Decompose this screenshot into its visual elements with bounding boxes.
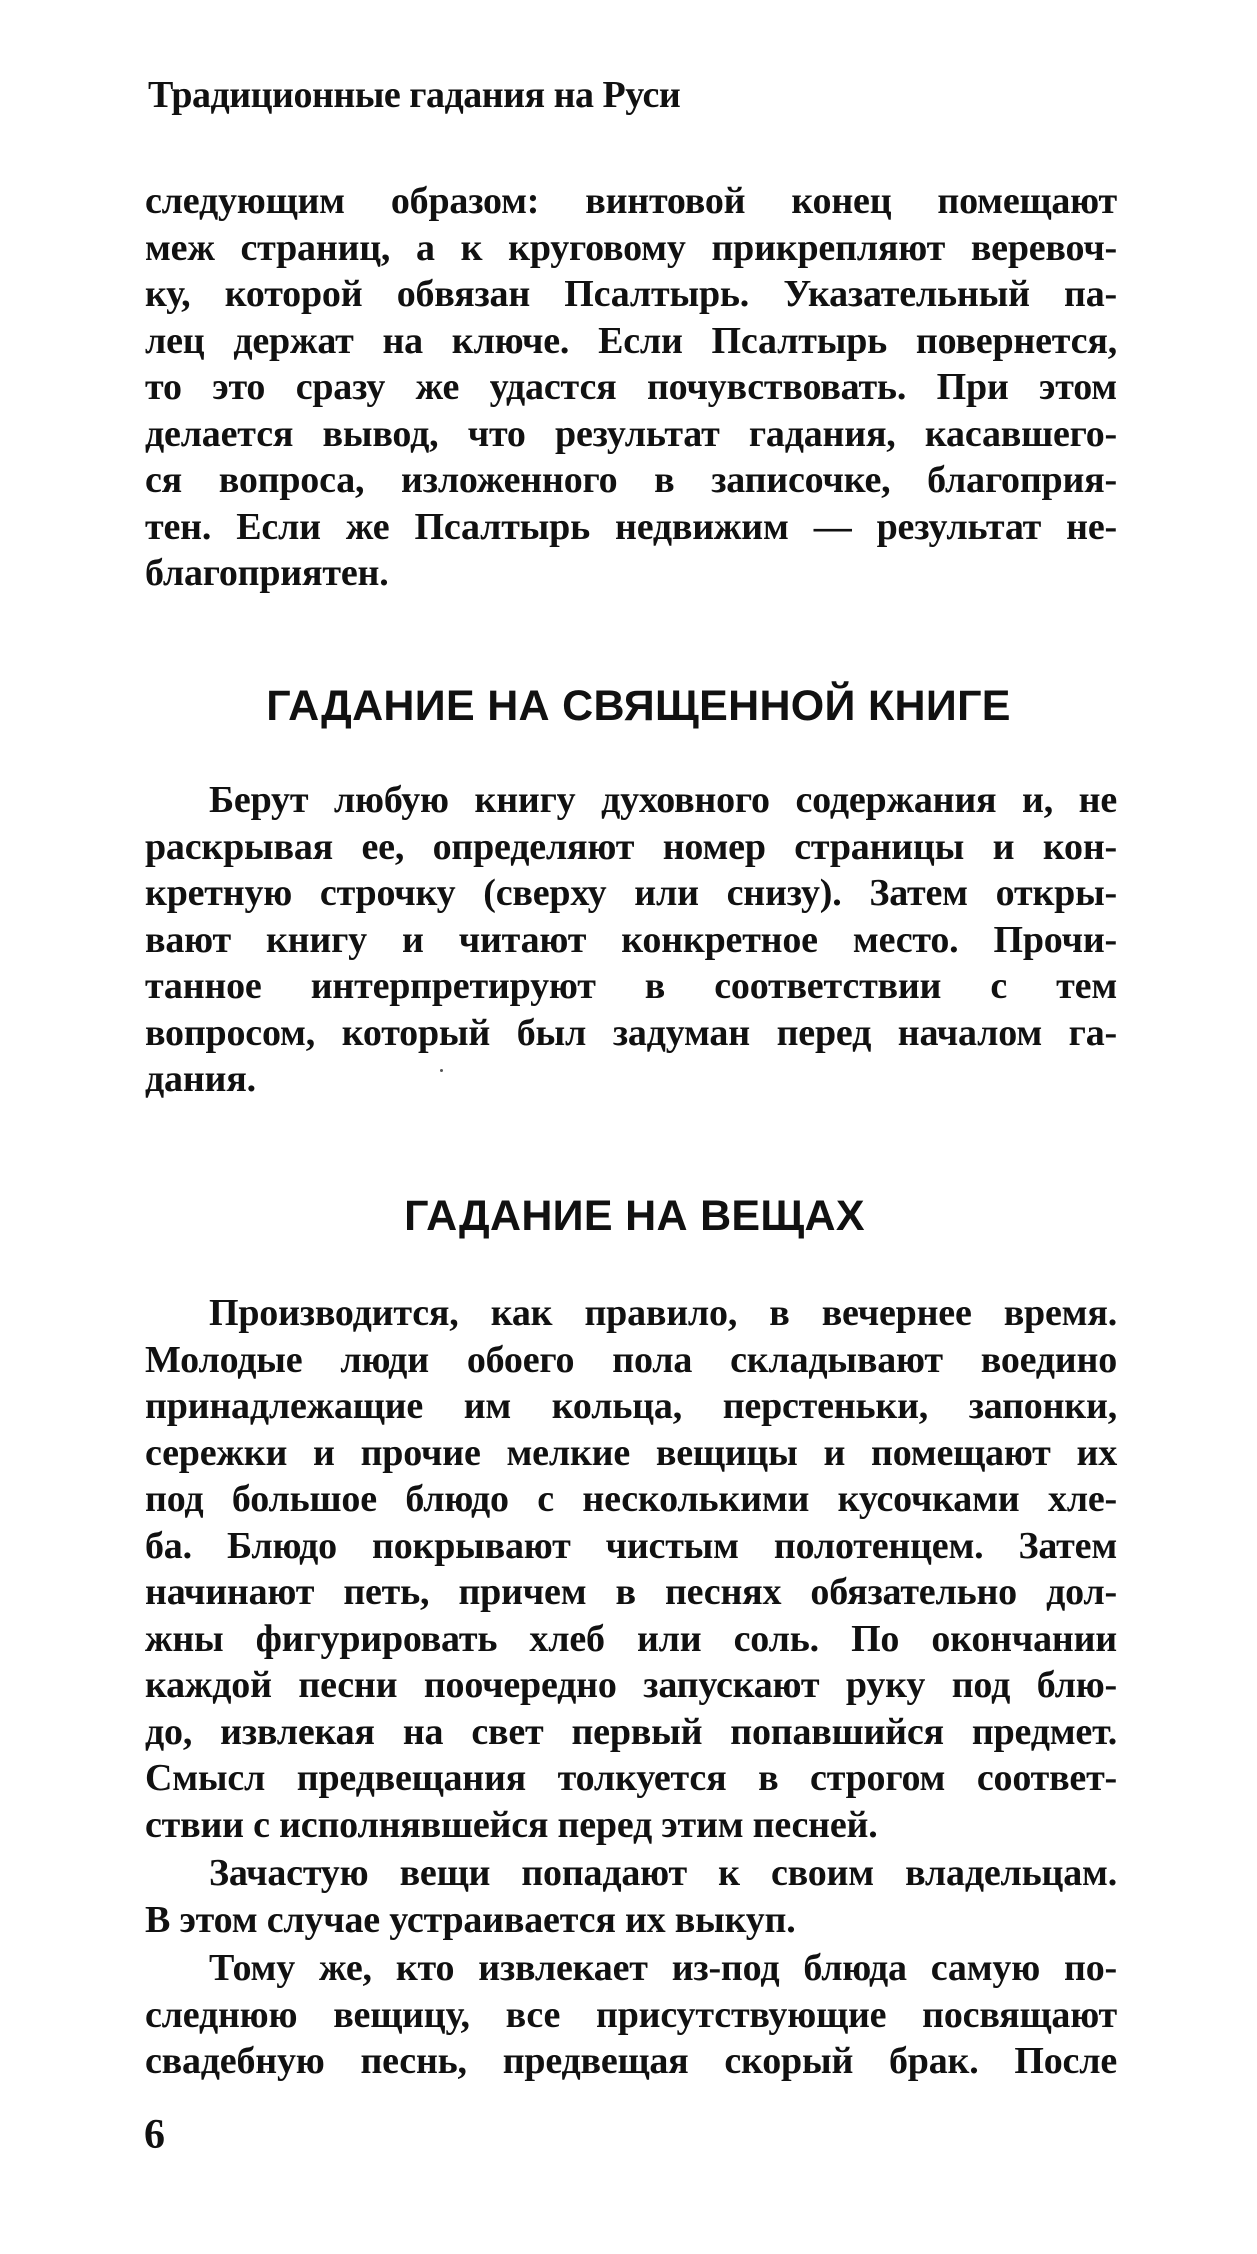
section-heading-things: ГАДАНИЕ НА ВЕЩАХ [404,1192,865,1240]
text-line: вопросом, который был задуман перед началом га- [145,1011,1117,1054]
print-speck [440,1069,443,1072]
text-line: тен. Если же Псалтырь недвижим — результат не- [145,505,1117,548]
text-line: меж страниц, а к круговому прикрепляют веревоч- [145,226,1117,269]
text-line: принадлежащие им кольца, перстеньки, запонки, [145,1385,1117,1427]
text-line: ку, которой обвязан Псалтырь. Указательный па- [145,273,1117,315]
text-line: делается вывод, что результат гадания, касавшего- [145,412,1117,455]
things-paragraph-2 [145,1850,1117,1943]
text-line: В этом случае устраивается их выкуп. [145,1898,796,1941]
things-paragraph-3 [145,1945,1117,2085]
text-line: ся вопроса, изложенного в записочке, благоприя- [145,459,1117,501]
section-heading-sacred-book: ГАДАНИЕ НА СВЯЩЕННОЙ КНИГЕ [266,682,1011,730]
running-header: Традиционные гадания на Руси [148,74,681,116]
text-line: Смысл предвещания толкуется в строгом соответ- [145,1757,1117,1799]
text-line: благоприятен. [145,552,389,594]
text-line: каждой песни поочередно запускают руку под блю- [145,1664,1117,1706]
text-line: вают книгу и читают конкретное место. Прочи- [145,918,1117,961]
text-line: Зачастую вещи попадают к своим владельцам. [209,1852,1117,1894]
text-line: раскрывая ее, определяют номер страницы и кон- [145,825,1117,868]
text-line: дания. [145,1058,256,1100]
text-line: свадебную песнь, предвещая скорый брак. После [145,2040,1117,2082]
text-line: Молодые люди обоего пола складывают воедино [145,1338,1117,1381]
text-line: до, извлекая на свет первый попавшийся предмет. [145,1710,1117,1753]
things-paragraph-1 [145,1290,1117,1848]
text-line: следнюю вещицу, все присутствующие посвящают [145,1993,1117,2036]
text-line: жны фигурировать хлеб или соль. По окончании [145,1617,1117,1660]
text-line: следующим образом: винтовой конец помещают [145,180,1117,222]
text-line: то это сразу же удастся почувствовать. При этом [145,366,1117,408]
sacred-book-paragraph [145,777,1117,1103]
text-line: начинают петь, причем в песнях обязательно дол- [145,1571,1117,1613]
text-line: под большое блюдо с несколькими кусочками хле- [145,1478,1117,1520]
text-line: лец держат на ключе. Если Псалтырь повернется, [145,319,1117,362]
page-number: 6 [144,2112,165,2158]
text-line: танное интерпретируют в соответствии с тем [145,965,1117,1007]
text-line: кретную строчку (сверху или снизу). Затем откры- [145,872,1117,914]
text-line: Производится, как правило, в вечернее время. [209,1292,1117,1334]
text-line: Тому же, кто извлекает из-под блюда самую по- [209,1947,1117,1989]
intro-paragraph [145,178,1117,597]
text-line: ствии с исполнявшейся перед этим песней. [145,1803,878,1846]
text-line: Берут любую книгу духовного содержания и, не [209,779,1117,821]
text-line: сережки и прочие мелкие вещицы и помещают их [145,1431,1117,1474]
text-line: ба. Блюдо покрывают чистым полотенцем. Затем [145,1524,1117,1567]
